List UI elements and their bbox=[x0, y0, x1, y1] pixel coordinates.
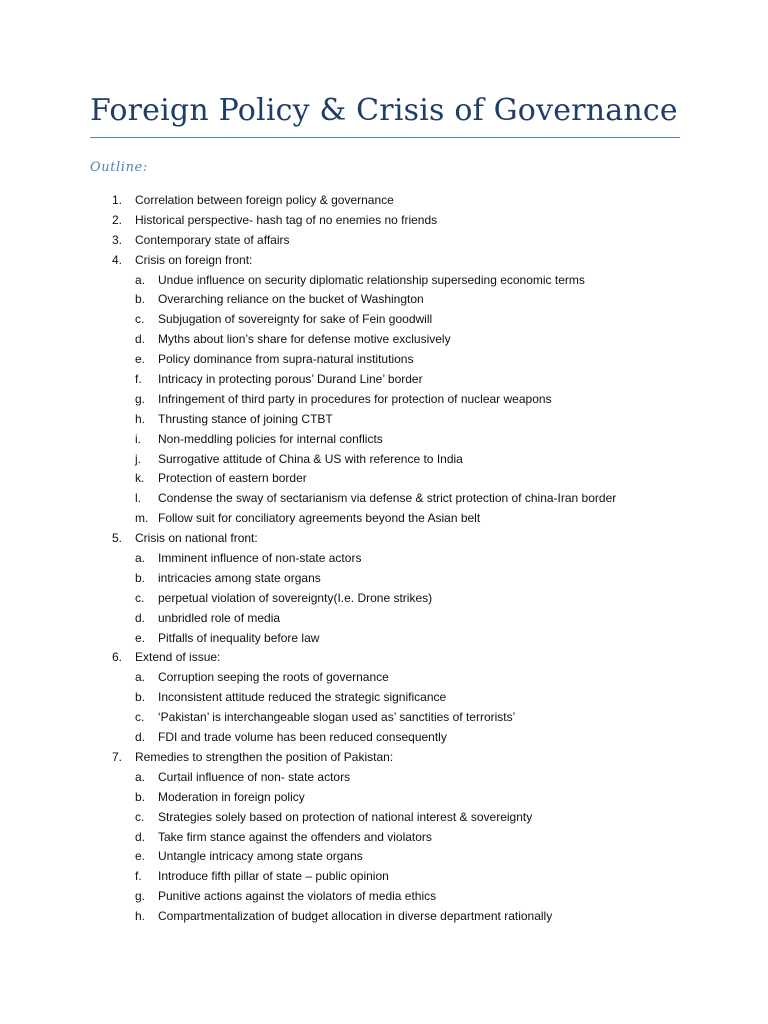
subitem-letter: h. bbox=[135, 411, 146, 426]
section-number: 7. bbox=[112, 749, 123, 764]
outline-subitem bbox=[0, 409, 768, 429]
subitem-text: Protection of eastern border bbox=[158, 471, 307, 486]
section-number: 5. bbox=[112, 531, 123, 546]
outline-subitem bbox=[0, 568, 768, 588]
subitem-letter: a. bbox=[135, 670, 146, 685]
subitem-letter: c. bbox=[135, 809, 145, 824]
subitem-text: Subjugation of sovereignty for sake of Fein goodwill bbox=[158, 312, 433, 327]
outline-section-2 bbox=[0, 210, 768, 230]
subitem-letter: l. bbox=[135, 491, 141, 506]
outline-section-1 bbox=[0, 190, 768, 210]
outline-subitem bbox=[0, 548, 768, 568]
outline-section-5 bbox=[0, 528, 768, 548]
subitem-text: Non-meddling policies for internal conflicts bbox=[158, 431, 383, 446]
subitem-text: FDI and trade volume has been reduced consequently bbox=[158, 730, 447, 745]
outline-subitem bbox=[0, 389, 768, 409]
subitem-letter: a. bbox=[135, 551, 146, 566]
outline-list bbox=[0, 190, 768, 926]
subitem-text: Thrusting stance of joining CTBT bbox=[158, 411, 333, 426]
outline-subitem bbox=[0, 468, 768, 488]
subitem-text: perpetual violation of sovereignty(I.e. Drone strikes) bbox=[158, 590, 433, 605]
subitem-letter: b. bbox=[135, 789, 146, 804]
outline-subitem bbox=[0, 886, 768, 906]
subitem-text: Take firm stance against the offenders and violators bbox=[158, 829, 432, 844]
document-title: Foreign Policy & Crisis of Governance bbox=[90, 93, 678, 128]
subitem-text: Pitfalls of inequality before law bbox=[158, 630, 320, 645]
subitem-text: Surrogative attitude of China & US with reference to India bbox=[158, 451, 463, 466]
section-number: 1. bbox=[112, 193, 123, 207]
outline-section-4 bbox=[0, 250, 768, 270]
outline-subitem bbox=[0, 787, 768, 807]
subitem-letter: j. bbox=[135, 451, 141, 466]
subitem-letter: e. bbox=[135, 849, 146, 864]
subitem-text: Inconsistent attitude reduced the strategic significance bbox=[158, 690, 447, 705]
subitem-text: unbridled role of media bbox=[158, 610, 281, 625]
subitem-text: Overarching reliance on the bucket of Washington bbox=[158, 292, 424, 307]
subitem-letter: c. bbox=[135, 710, 145, 725]
outline-subitem bbox=[0, 270, 768, 290]
subitem-letter: b. bbox=[135, 570, 146, 585]
outline-subitem bbox=[0, 289, 768, 309]
outline-subitem bbox=[0, 807, 768, 827]
subitem-letter: e. bbox=[135, 630, 146, 645]
subitem-letter: g. bbox=[135, 889, 146, 904]
subitem-letter: g. bbox=[135, 391, 146, 406]
subitem-letter: d. bbox=[135, 332, 146, 347]
subitem-letter: f. bbox=[135, 372, 142, 387]
subitem-letter: b. bbox=[135, 690, 146, 705]
section-number: 2. bbox=[112, 212, 123, 227]
section-number: 4. bbox=[112, 252, 123, 267]
subitem-text: Compartmentalization of budget allocation in diverse department rationally bbox=[158, 909, 553, 924]
subitem-letter: a. bbox=[135, 769, 146, 784]
outline-subitem bbox=[0, 349, 768, 369]
subitem-text: Infringement of third party in procedures for protection of nuclear weapons bbox=[158, 391, 552, 406]
subitem-text: Intricacy in protecting porous’ Durand Line’ border bbox=[158, 372, 423, 387]
subitem-text: Myths about lion’s share for defense motive exclusively bbox=[158, 332, 451, 347]
outline-subitem bbox=[0, 667, 768, 687]
outline-section-3 bbox=[0, 230, 768, 250]
subitem-letter: c. bbox=[135, 312, 145, 327]
outline-subitem bbox=[0, 767, 768, 787]
section-heading: Historical perspective- hash tag of no enemies no friends bbox=[135, 212, 438, 227]
subitem-text: Strategies solely based on protection of national interest & sovereignty bbox=[158, 809, 533, 824]
section-heading: Crisis on foreign front: bbox=[135, 252, 253, 267]
subitem-text: Introduce fifth pillar of state – public opinion bbox=[158, 869, 389, 884]
section-heading: Contemporary state of affairs bbox=[135, 232, 290, 247]
subitem-letter: i. bbox=[135, 431, 141, 446]
section-heading: Crisis on national front: bbox=[135, 531, 258, 546]
outline-subitem bbox=[0, 846, 768, 866]
subitem-text: Moderation in foreign policy bbox=[158, 789, 305, 804]
section-number: 3. bbox=[112, 232, 123, 247]
outline-heading: Outline: bbox=[90, 160, 148, 175]
outline-subitem bbox=[0, 329, 768, 349]
section-number: 6. bbox=[112, 650, 123, 665]
section-heading: Correlation between foreign policy & governance bbox=[135, 193, 394, 207]
outline-subitem bbox=[0, 449, 768, 469]
subitem-letter: a. bbox=[135, 272, 146, 287]
outline-subitem bbox=[0, 707, 768, 727]
subitem-text: ‘Pakistan’ is interchangeable slogan used as’ sanctities of terrorists’ bbox=[158, 710, 516, 725]
outline-subitem bbox=[0, 488, 768, 508]
outline-subitem bbox=[0, 369, 768, 389]
subitem-text: Punitive actions against the violators of media ethics bbox=[158, 889, 437, 904]
subitem-text: intricacies among state organs bbox=[158, 570, 321, 585]
subitem-letter: d. bbox=[135, 829, 146, 844]
subitem-text: Untangle intricacy among state organs bbox=[158, 849, 363, 864]
outline-section-7 bbox=[0, 747, 768, 767]
section-heading: Remedies to strengthen the position of Pakistan: bbox=[135, 749, 394, 764]
outline-subitem bbox=[0, 727, 768, 747]
outline-subitem bbox=[0, 588, 768, 608]
subitem-letter: f. bbox=[135, 869, 142, 884]
subitem-text: Condense the sway of sectarianism via defense & strict protection of china-Iran border bbox=[158, 491, 617, 506]
outline-section-6 bbox=[0, 647, 768, 667]
outline-subitem bbox=[0, 827, 768, 847]
subitem-text: Undue influence on security diplomatic relationship superseding economic terms bbox=[158, 272, 585, 287]
outline-subitem bbox=[0, 309, 768, 329]
subitem-letter: h. bbox=[135, 909, 146, 924]
outline-subitem bbox=[0, 906, 768, 926]
subitem-text: Policy dominance from supra-natural institutions bbox=[158, 352, 414, 367]
outline-subitem bbox=[0, 628, 768, 648]
subitem-text: Corruption seeping the roots of governance bbox=[158, 670, 389, 685]
subitem-text: Imminent influence of non-state actors bbox=[158, 551, 362, 566]
subitem-text: Curtail influence of non- state actors bbox=[158, 769, 351, 784]
outline-subitem bbox=[0, 508, 768, 528]
title-underline bbox=[90, 137, 680, 138]
subitem-letter: d. bbox=[135, 730, 146, 745]
outline-subitem bbox=[0, 866, 768, 886]
subitem-letter: c. bbox=[135, 590, 145, 605]
outline-subitem bbox=[0, 687, 768, 707]
subitem-text: Follow suit for conciliatory agreements beyond the Asian belt bbox=[158, 511, 481, 526]
subitem-letter: b. bbox=[135, 292, 146, 307]
subitem-letter: d. bbox=[135, 610, 146, 625]
subitem-letter: k. bbox=[135, 471, 145, 486]
subitem-letter: m. bbox=[135, 511, 149, 526]
subitem-letter: e. bbox=[135, 352, 146, 367]
outline-subitem bbox=[0, 608, 768, 628]
outline-subitem bbox=[0, 429, 768, 449]
section-heading: Extend of issue: bbox=[135, 650, 221, 665]
